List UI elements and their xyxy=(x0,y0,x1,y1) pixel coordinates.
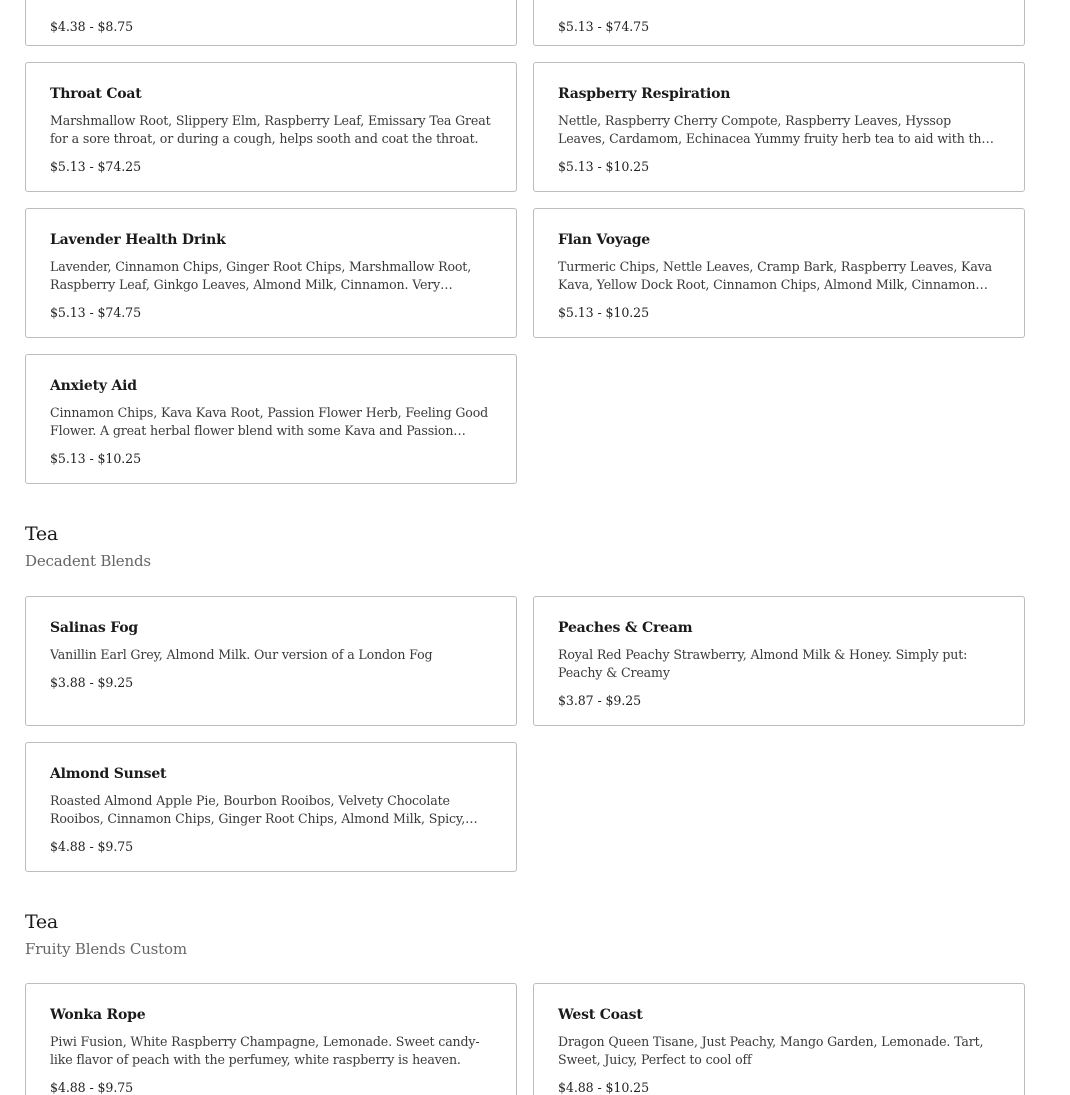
item-name: Wonka Rope xyxy=(50,1007,146,1023)
item-price: $4.38 - $8.75 xyxy=(50,19,134,34)
item-name: Almond Sunset xyxy=(50,766,167,782)
item-description: Royal Red Peachy Strawberry, Almond Milk & Honey. Simply put: Peachy & Creamy xyxy=(558,647,968,680)
menu-item-grid xyxy=(25,596,1025,872)
item-price: $5.13 - $74.25 xyxy=(50,159,141,174)
menu-item-card[interactable] xyxy=(25,354,517,484)
item-price: $5.13 - $74.75 xyxy=(558,19,649,34)
section-title: Tea xyxy=(25,911,58,933)
item-description: Turmeric Chips, Nettle Leaves, Cramp Bark, Raspberry Leaves, Kava Kava, Yellow Dock Root, Cinnamon Chips, Almond Milk, Cinnamon xyxy=(558,259,992,292)
item-description: Lavender, Cinnamon Chips, Ginger Root Chips, Marshmallow Root, Raspberry Leaf, Ginkgo Leaves, Almond Milk, Cinnamon. Very xyxy=(50,259,472,292)
menu-item-card[interactable] xyxy=(25,208,517,338)
menu-item-card[interactable] xyxy=(25,0,517,46)
item-name: Throat Coat xyxy=(50,86,142,102)
menu-item-card[interactable] xyxy=(533,208,1025,338)
item-price: $5.13 - $10.25 xyxy=(558,159,649,174)
menu-item-card[interactable] xyxy=(25,596,517,726)
item-price: $5.13 - $10.25 xyxy=(558,305,649,320)
menu-item-card[interactable] xyxy=(533,62,1025,192)
menu-item-grid xyxy=(25,62,1025,484)
partial-card-row xyxy=(25,0,1025,46)
item-name: Lavender Health Drink xyxy=(50,232,226,248)
menu-item-card[interactable] xyxy=(533,596,1025,726)
item-description: Roasted Almond Apple Pie, Bourbon Rooibos, Velvety Chocolate Rooibos, Cinnamon Chips, Ginger Root Chips, Almond Milk, Spicy, xyxy=(50,793,466,826)
menu-item-card[interactable] xyxy=(25,62,517,192)
item-price: $3.88 - $9.25 xyxy=(50,675,134,690)
item-price: $4.88 - $9.75 xyxy=(50,839,134,854)
section-header xyxy=(25,522,151,572)
item-name: Flan Voyage xyxy=(558,232,650,248)
item-description: Vanillin Earl Grey, Almond Milk. Our version of a London Fog xyxy=(50,647,433,662)
item-price: $3.87 - $9.25 xyxy=(558,693,642,708)
section-subtitle: Decadent Blends xyxy=(25,552,151,570)
item-price: $4.88 - $9.75 xyxy=(50,1080,134,1095)
menu-item-card[interactable] xyxy=(533,983,1025,1095)
item-description: Dragon Queen Tisane, Just Peachy, Mango Garden, Lemonade. Tart, Sweet, Juicy, Perfect to cool off xyxy=(558,1034,984,1067)
section-title: Tea xyxy=(25,523,58,545)
item-price: $5.13 - $74.75 xyxy=(50,305,141,320)
menu-item-card[interactable] xyxy=(533,0,1025,46)
item-description: Nettle, Raspberry Cherry Compote, Raspberry Leaves, Hyssop Leaves, Cardamom, Echinacea Yummy fruity herb tea to aid with the xyxy=(558,113,989,146)
menu-item-card[interactable] xyxy=(25,742,517,872)
item-price: $5.13 - $10.25 xyxy=(50,451,141,466)
item-name: West Coast xyxy=(558,1007,643,1023)
menu-item-grid xyxy=(25,983,1025,1095)
item-description: Cinnamon Chips, Kava Kava Root, Passion Flower Herb, Feeling Good Flower. A great herbal flower blend with some Kava and Passion xyxy=(50,405,489,438)
item-name: Salinas Fog xyxy=(50,620,138,636)
item-price: $4.88 - $10.25 xyxy=(558,1080,649,1095)
section-subtitle: Fruity Blends Custom xyxy=(25,940,187,958)
item-name: Peaches & Cream xyxy=(558,620,693,636)
item-description: Marshmallow Root, Slippery Elm, Raspberry Leaf, Emissary Tea Great for a sore throat, or during a cough, helps sooth and coat the throat. xyxy=(50,113,491,146)
section-header xyxy=(25,910,187,960)
item-name: Anxiety Aid xyxy=(50,378,137,394)
menu-item-card[interactable] xyxy=(25,983,517,1095)
item-description: Piwi Fusion, White Raspberry Champagne, Lemonade. Sweet candy-like flavor of peach with the perfumey, white raspberry is heaven. xyxy=(50,1034,480,1067)
item-name: Raspberry Respiration xyxy=(558,86,731,102)
